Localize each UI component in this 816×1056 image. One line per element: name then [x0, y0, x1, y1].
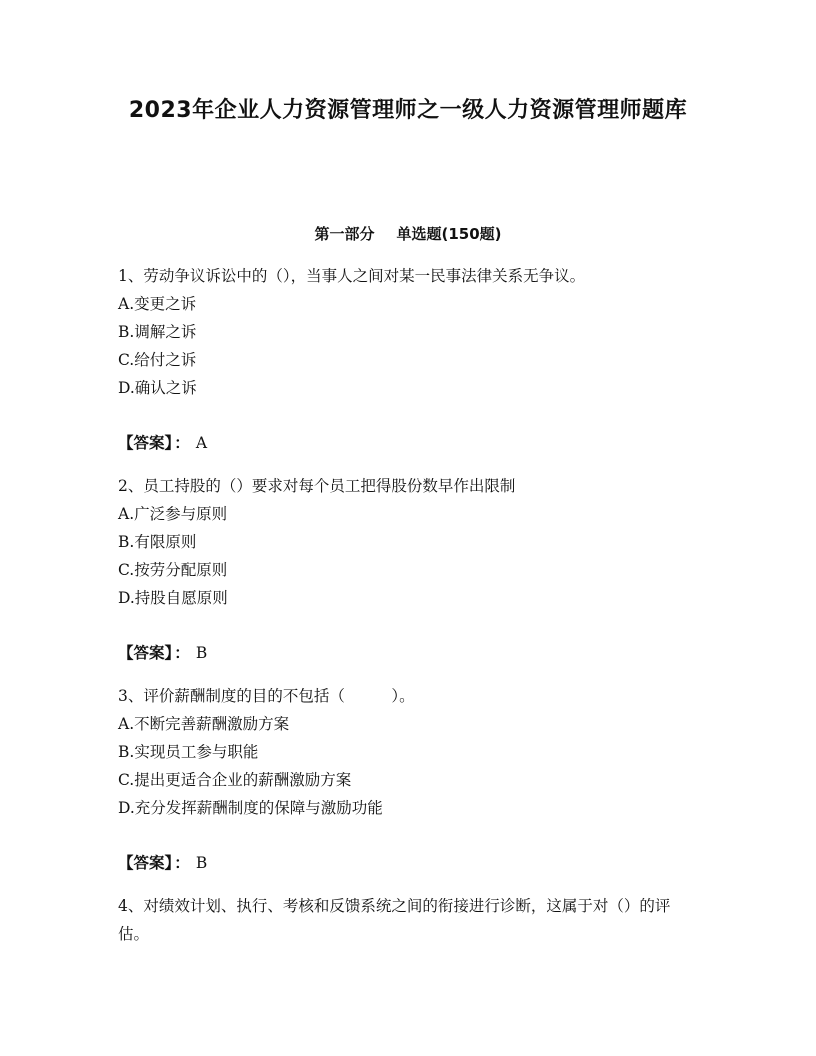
- option-c: C.提出更适合企业的薪酬激励方案: [118, 771, 352, 789]
- question-stem: 3、评价薪酬制度的目的不包括（ ）。: [118, 687, 415, 705]
- answer-bracket-close: 】: [164, 434, 173, 452]
- answer-label: 答案: [133, 644, 165, 662]
- answer-label: 答案: [133, 434, 165, 452]
- answer-bracket-open: 【: [118, 434, 134, 452]
- option-a: A.不断完善薪酬激励方案: [118, 715, 290, 733]
- option-b: B.有限原则: [118, 533, 197, 551]
- answer-bracket-close: 】: [164, 644, 173, 662]
- answer-bracket-close: 】: [164, 854, 173, 872]
- answer-value: B: [195, 854, 208, 872]
- answer-line: [118, 429, 698, 457]
- option-b: B.调解之诉: [118, 323, 197, 341]
- answer-line: [118, 639, 698, 667]
- question-stem: 4、对绩效计划、执行、考核和反馈系统之间的衔接进行诊断，这属于对（）的评估。: [118, 897, 671, 943]
- question-stem: 1、劳动争议诉讼中的（），当事人之间对某一民事法律关系无争议。: [118, 267, 586, 285]
- answer-line: [118, 849, 698, 877]
- answer-bracket-open: 【: [118, 854, 134, 872]
- answer-value: B: [195, 644, 208, 662]
- option-a: A.广泛参与原则: [118, 505, 228, 523]
- option-b: B.实现员工参与职能: [118, 743, 259, 761]
- option-c: C.按劳分配原则: [118, 561, 228, 579]
- answer-colon: ：: [174, 644, 190, 662]
- answer-bracket-open: 【: [118, 644, 134, 662]
- question-block: [118, 472, 698, 667]
- answer-value: A: [195, 434, 208, 452]
- answer-colon: ：: [174, 854, 190, 872]
- question-block: [118, 892, 698, 948]
- option-d: D.持股自愿原则: [118, 589, 228, 607]
- section-heading: [0, 222, 816, 246]
- question-block: [118, 682, 698, 877]
- question-list: [118, 262, 698, 948]
- option-d: D.确认之诉: [118, 379, 197, 397]
- answer-label: 答案: [133, 854, 165, 872]
- section-part: 第一部分: [314, 225, 375, 243]
- answer-colon: ：: [174, 434, 190, 452]
- question-block: [118, 262, 698, 457]
- option-d: D.充分发挥薪酬制度的保障与激励功能: [118, 799, 383, 817]
- option-a: A.变更之诉: [118, 295, 197, 313]
- question-stem: 2、员工持股的（）要求对每个员工把得股份数早作出限制: [118, 477, 516, 495]
- section-type: 单选题(150题): [396, 225, 502, 243]
- document-title: 2023年企业人力资源管理师之一级人力资源管理师题库: [128, 98, 688, 123]
- option-c: C.给付之诉: [118, 351, 197, 369]
